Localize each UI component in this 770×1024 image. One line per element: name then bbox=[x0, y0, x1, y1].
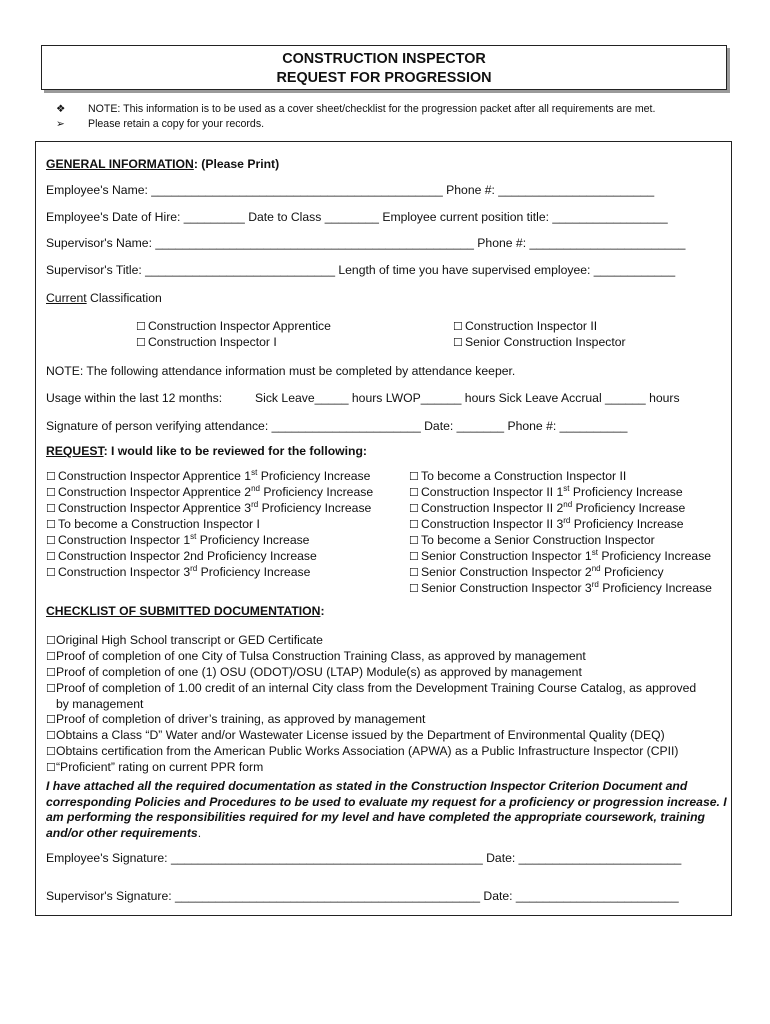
request-option-text: Senior Construction Inspector 2 bbox=[421, 565, 592, 579]
request-option-text: Construction Inspector 1 bbox=[58, 533, 191, 547]
checkbox-icon[interactable]: ☐ bbox=[409, 551, 419, 563]
request-option-text: Senior Construction Inspector 1 bbox=[421, 549, 592, 563]
request-option[interactable] bbox=[46, 485, 373, 501]
classification-rest: Classification bbox=[86, 291, 162, 305]
request-option[interactable] bbox=[46, 565, 373, 581]
checkbox-icon[interactable]: ☐ bbox=[46, 503, 56, 515]
request-option-text: Construction Inspector II 1 bbox=[421, 485, 564, 499]
request-option-text-end: Proficiency Increase bbox=[570, 517, 684, 531]
request-option-text: Construction Inspector Apprentice 1 bbox=[58, 469, 252, 483]
request-option[interactable] bbox=[409, 469, 712, 485]
general-heading-text: GENERAL INFORMATION bbox=[46, 157, 194, 171]
class-options-right bbox=[453, 319, 626, 351]
general-heading-suffix: : (Please Print) bbox=[193, 157, 280, 171]
checklist-item-text: by management bbox=[56, 697, 144, 711]
checkbox-icon[interactable]: ☐ bbox=[136, 337, 146, 349]
request-option-text-end: Proficiency Increase bbox=[257, 469, 371, 483]
checklist-item[interactable] bbox=[46, 681, 696, 697]
request-heading-text: REQUEST bbox=[46, 444, 104, 458]
request-option-text-end: Proficiency Increase bbox=[258, 501, 372, 515]
checklist-item[interactable] bbox=[46, 712, 696, 728]
checkbox-icon[interactable]: ☐ bbox=[409, 503, 419, 515]
request-option-text: To become a Construction Inspector II bbox=[421, 469, 627, 483]
checkbox-icon[interactable]: ☐ bbox=[46, 667, 56, 679]
checklist-item[interactable] bbox=[46, 665, 696, 681]
checklist-item[interactable] bbox=[46, 760, 696, 776]
checklist-item bbox=[46, 697, 696, 712]
general-heading bbox=[46, 157, 279, 171]
class-option[interactable] bbox=[453, 319, 626, 335]
class-option-label: Construction Inspector I bbox=[148, 335, 277, 349]
checklist-heading-suffix: : bbox=[320, 604, 325, 618]
request-option-text: Construction Inspector 2nd Proficiency Increase bbox=[58, 549, 317, 563]
request-option[interactable] bbox=[409, 565, 712, 581]
checkbox-icon[interactable]: ☐ bbox=[46, 714, 56, 726]
checklist-item-text: “Proficient” rating on current PPR form bbox=[56, 760, 264, 774]
note-text: Please retain a copy for your records. bbox=[88, 118, 265, 130]
classification-label bbox=[46, 291, 162, 305]
request-option[interactable] bbox=[46, 469, 373, 485]
ordinal-suffix: nd bbox=[591, 563, 601, 573]
request-options-left bbox=[46, 469, 373, 581]
request-option-text-end: Proficiency Increase bbox=[196, 533, 310, 547]
class-option-label: Senior Construction Inspector bbox=[465, 335, 626, 349]
checklist-item-text: Proof of completion of one City of Tulsa Construction Training Class, as approved by management bbox=[56, 649, 586, 663]
class-option-label: Construction Inspector II bbox=[465, 319, 598, 333]
request-option-text-end: Proficiency Increase bbox=[259, 485, 374, 499]
employee-signature-field[interactable]: Employee's Signature: ______________________________________________ Date: ________________________ bbox=[46, 851, 682, 865]
usage-fields[interactable]: Sick Leave_____ hours LWOP______ hours Sick Leave Accrual ______ hours bbox=[255, 391, 680, 405]
checkbox-icon[interactable]: ☐ bbox=[453, 337, 463, 349]
request-option[interactable] bbox=[409, 517, 712, 533]
checklist-heading bbox=[46, 604, 325, 618]
request-option-text-end: Proficiency Increase bbox=[597, 549, 712, 563]
checkbox-icon[interactable]: ☐ bbox=[46, 519, 56, 531]
request-option-text: Construction Inspector II 2 bbox=[421, 501, 564, 515]
request-option[interactable] bbox=[46, 549, 373, 565]
classification-current: Current bbox=[46, 291, 87, 305]
request-option[interactable] bbox=[409, 485, 712, 501]
notes bbox=[56, 102, 655, 132]
checkbox-icon[interactable]: ☐ bbox=[409, 567, 419, 579]
checklist-item[interactable] bbox=[46, 744, 696, 760]
checklist-item-text: Proof of completion of driver’s training, as approved by management bbox=[56, 712, 426, 726]
diamond-bullet-icon: ❖ bbox=[56, 103, 66, 115]
ordinal-suffix: nd bbox=[563, 499, 573, 509]
request-option-text-end: Proficiency Increase bbox=[569, 485, 683, 499]
supervisor-name-field[interactable]: Supervisor's Name: _______________________________________________ Phone #: _______________________ bbox=[46, 236, 686, 250]
checkbox-icon[interactable]: ☐ bbox=[409, 519, 419, 531]
request-option-text: Construction Inspector 3 bbox=[58, 565, 191, 579]
statement-text: I have attached all the required documentation as stated in the Construction Inspector Criterion Document and corresponding Policies and Procedures to be used to evaluate my request for a proficiency or progression increase. I am performing the responsibilities required for my level and have completed the appropriate coursework, training and/or other requirements bbox=[46, 779, 727, 840]
ordinal-suffix: rd bbox=[251, 499, 259, 509]
request-heading bbox=[46, 444, 367, 458]
request-option-text: Senior Construction Inspector 3 bbox=[421, 581, 592, 595]
request-option-text: To become a Construction Inspector I bbox=[58, 517, 260, 531]
supervisor-signature-field[interactable]: Supervisor's Signature: _____________________________________________ Date: ________________________ bbox=[46, 889, 679, 903]
checkbox-icon[interactable]: ☐ bbox=[453, 321, 463, 333]
attendance-note: NOTE: The following attendance information must be completed by attendance keeper. bbox=[46, 364, 516, 378]
title-line-1: CONSTRUCTION INSPECTOR bbox=[282, 51, 486, 67]
statement-period: . bbox=[197, 825, 202, 840]
request-options-right bbox=[409, 469, 712, 597]
request-option-text: Construction Inspector Apprentice 3 bbox=[58, 501, 252, 515]
supervisor-title-field[interactable]: Supervisor's Title: ____________________________ Length of time you have supervised employee: ____________ bbox=[46, 263, 676, 277]
checklist-item-text: Original High School transcript or GED Certificate bbox=[56, 633, 323, 647]
checkbox-icon[interactable]: ☐ bbox=[409, 471, 419, 483]
arrow-bullet-icon: ➢ bbox=[56, 118, 65, 130]
request-option-text-end: Proficiency bbox=[600, 565, 664, 579]
ordinal-suffix: rd bbox=[563, 515, 571, 525]
checklist-item-text: Proof of completion of one (1) OSU (ODOT)/OSU (LTAP) Module(s) as approved by management bbox=[56, 665, 582, 679]
certification-statement bbox=[46, 779, 730, 841]
request-option[interactable] bbox=[409, 501, 712, 517]
checkbox-icon[interactable]: ☐ bbox=[46, 487, 56, 499]
checkbox-icon[interactable]: ☐ bbox=[46, 762, 56, 774]
checklist-item[interactable] bbox=[46, 728, 696, 744]
note-text: NOTE: This information is to be used as a cover sheet/checklist for the progression packet after all requirements are met. bbox=[88, 103, 656, 115]
checkbox-icon[interactable]: ☐ bbox=[46, 567, 56, 579]
checkbox-icon[interactable]: ☐ bbox=[46, 730, 56, 742]
ordinal-suffix: rd bbox=[591, 579, 599, 589]
checklist-item-text: Proof of completion of 1.00 credit of an internal City class from the Development Training Course Catalog, as approved bbox=[56, 681, 697, 695]
checkbox-icon[interactable]: ☐ bbox=[409, 583, 419, 595]
checkbox-icon[interactable]: ☐ bbox=[46, 683, 56, 695]
class-option[interactable] bbox=[136, 319, 331, 335]
attendance-signature-field[interactable]: Signature of person verifying attendance: ______________________ Date: _______ Phone #: __________ bbox=[46, 419, 628, 433]
checkbox-icon[interactable]: ☐ bbox=[46, 651, 56, 663]
ordinal-suffix: st bbox=[563, 483, 570, 493]
request-option-text: To become a Senior Construction Inspector bbox=[421, 533, 655, 547]
ordinal-suffix: nd bbox=[251, 483, 260, 493]
class-option-label: Construction Inspector Apprentice bbox=[148, 319, 331, 333]
checkbox-icon[interactable]: ☐ bbox=[409, 487, 419, 499]
hire-date-field[interactable]: Employee's Date of Hire: _________ Date to Class ________ Employee current position title: _________________ bbox=[46, 210, 668, 224]
request-option[interactable] bbox=[409, 533, 712, 549]
request-option[interactable] bbox=[409, 549, 712, 565]
class-option[interactable] bbox=[453, 335, 626, 351]
checkbox-icon[interactable]: ☐ bbox=[46, 635, 56, 647]
checkbox-icon[interactable]: ☐ bbox=[46, 551, 56, 563]
class-options-left bbox=[136, 319, 331, 351]
request-option[interactable] bbox=[46, 501, 373, 517]
class-option[interactable] bbox=[136, 335, 331, 351]
ordinal-suffix: st bbox=[591, 547, 598, 557]
request-option-text-end: Proficiency Increase bbox=[197, 565, 311, 579]
request-option[interactable] bbox=[409, 581, 712, 597]
employee-name-field[interactable]: Employee's Name: ___________________________________________ Phone #: _______________________ bbox=[46, 183, 655, 197]
checklist-item[interactable] bbox=[46, 649, 696, 665]
request-option-text-end: Proficiency Increase bbox=[598, 581, 712, 595]
ordinal-suffix: rd bbox=[190, 563, 198, 573]
request-option[interactable] bbox=[46, 517, 373, 533]
checklist-item-text: Obtains a Class “D” Water and/or Wastewater License issued by the Department of Environmental Quality (DEQ) bbox=[56, 728, 665, 742]
checkbox-icon[interactable]: ☐ bbox=[409, 535, 419, 547]
title-line-2: REQUEST FOR PROGRESSION bbox=[276, 70, 492, 86]
checkbox-icon[interactable]: ☐ bbox=[46, 746, 56, 758]
checkbox-icon[interactable]: ☐ bbox=[46, 471, 56, 483]
request-option-text: Construction Inspector Apprentice 2 bbox=[58, 485, 252, 499]
request-option-text-end: Proficiency Increase bbox=[572, 501, 686, 515]
request-heading-suffix: : I would like to be reviewed for the following: bbox=[103, 444, 367, 458]
request-option[interactable] bbox=[46, 533, 373, 549]
checklist-item-text: Obtains certification from the American Public Works Association (APWA) as a Public Infrastructure Inspector (CPII) bbox=[56, 744, 679, 758]
checklist-items bbox=[46, 633, 696, 776]
checkbox-icon[interactable]: ☐ bbox=[136, 321, 146, 333]
title-box bbox=[41, 45, 727, 90]
usage-label: Usage within the last 12 months: bbox=[46, 391, 223, 405]
note-line bbox=[56, 117, 655, 132]
checklist-heading-text: CHECKLIST OF SUBMITTED DOCUMENTATION bbox=[46, 604, 321, 618]
checklist-item[interactable] bbox=[46, 633, 696, 649]
checkbox-icon[interactable]: ☐ bbox=[46, 535, 56, 547]
request-option-text: Construction Inspector II 3 bbox=[421, 517, 564, 531]
note-line bbox=[56, 102, 655, 117]
ordinal-suffix: st bbox=[251, 467, 258, 477]
ordinal-suffix: st bbox=[190, 531, 197, 541]
